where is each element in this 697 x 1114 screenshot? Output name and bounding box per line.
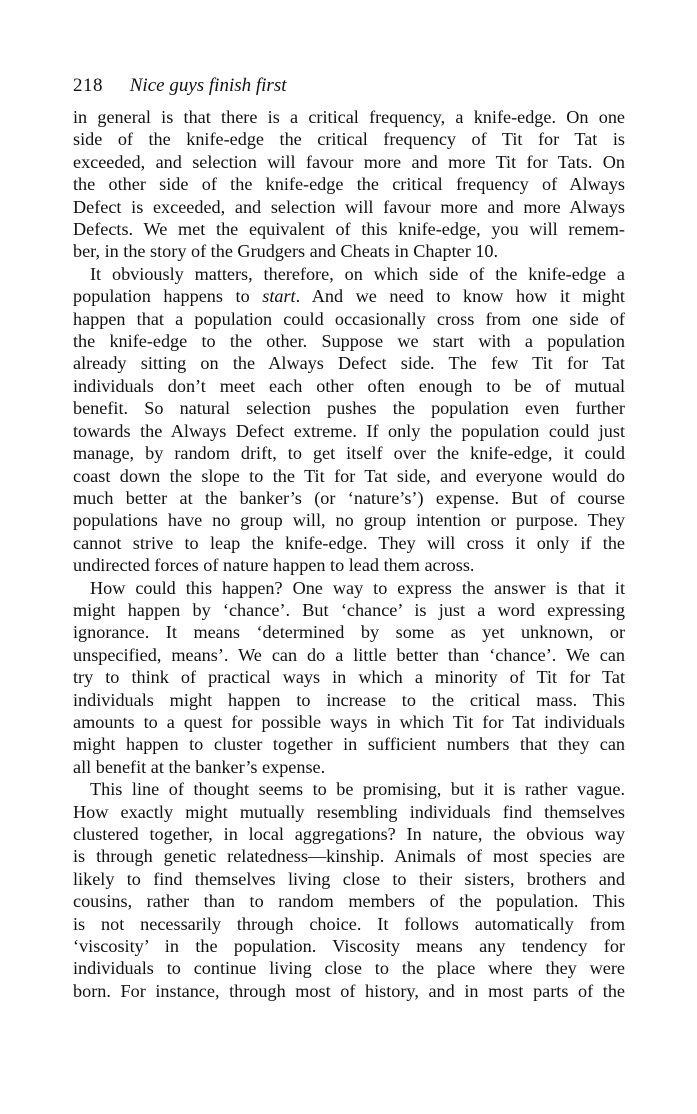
text-line: individuals to continue living close to the place where they were <box>73 958 625 979</box>
text-line: the other side of the knife-edge the critical frequency of Always <box>73 174 625 195</box>
text-line: side of the knife-edge the critical frequency of Tit for Tat is <box>73 129 625 150</box>
text-line: cousins, rather than to random members of the population. This <box>73 891 625 912</box>
text-line: is not necessarily through choice. It follows automatically from <box>73 913 625 934</box>
text-line: amounts to a quest for possible ways in which Tit for Tat individuals <box>73 711 625 732</box>
text-line: How could this happen? One way to express the answer is that it <box>90 577 625 598</box>
text-line: It obviously matters, therefore, on which side of the knife-edge a <box>90 263 625 284</box>
text-line: populations have no group will, no group intention or purpose. They <box>73 510 625 531</box>
text-line: Defect is exceeded, and selection will favour more and more Always <box>73 196 625 217</box>
text-line: all benefit at the banker’s expense. <box>73 756 326 777</box>
text-segment: population happens to <box>73 286 263 307</box>
text-line: try to think of practical ways in which a minority of Tit for Tat <box>73 667 625 688</box>
text-line: towards the Always Defect extreme. If only the population could just <box>73 420 625 441</box>
text-line: happen that a population could occasionally cross from one side of <box>73 308 625 329</box>
text-line-with-emphasis <box>73 285 625 307</box>
running-head <box>73 66 625 106</box>
text-line: is through genetic relatedness—kinship. Animals of most species are <box>73 846 625 867</box>
page-number: 218 <box>73 75 103 96</box>
text-line: might happen to cluster together in sufficient numbers that they can <box>73 734 625 755</box>
paragraph-3 <box>73 577 625 779</box>
text-line: clustered together, in local aggregations? In nature, the obvious way <box>73 824 625 844</box>
text-line: individuals don’t meet each other often enough to be of mutual <box>73 375 625 396</box>
text-segment: . And we need to know how it might <box>295 286 625 307</box>
running-title: Nice guys finish first <box>129 75 287 96</box>
text-line: This line of thought seems to be promising, but it is rather vague. <box>90 779 625 800</box>
text-line: the knife-edge to the other. Suppose we start with a population <box>73 331 625 352</box>
paragraph-1 <box>73 106 625 263</box>
text-line: coast down the slope to the Tit for Tat side, and everyone would do <box>73 465 625 486</box>
text-line: much better at the banker’s (or ‘nature’s’) expense. But of course <box>73 487 625 508</box>
text-line: ‘viscosity’ in the population. Viscosity means any tendency for <box>73 936 625 957</box>
text-line: manage, by random drift, to get itself over the knife-edge, it could <box>73 443 625 464</box>
text-line: individuals might happen to increase to the critical mass. This <box>73 689 625 710</box>
book-page <box>73 66 625 1002</box>
text-line: How exactly might mutually resembling individuals find themselves <box>73 801 625 822</box>
emphasis-word: start <box>262 286 296 307</box>
text-line: already sitting on the Always Defect side. The few Tit for Tat <box>73 353 625 374</box>
text-line: exceeded, and selection will favour more and more Tit for Tats. On <box>73 151 625 172</box>
body-text <box>73 106 625 1002</box>
paragraph-2 <box>73 263 625 577</box>
text-line: might happen by ‘chance’. But ‘chance’ is just a word expressing <box>73 599 625 620</box>
text-line: Defects. We met the equivalent of this knife-edge, you will remem- <box>73 219 625 240</box>
paragraph-4 <box>73 778 625 1002</box>
text-line: ber, in the story of the Grudgers and Cheats in Chapter 10. <box>73 241 499 262</box>
text-line: ignorance. It means ‘determined by some as yet unknown, or <box>73 622 625 643</box>
text-line: in general is that there is a critical frequency, a knife-edge. On one <box>73 107 625 127</box>
text-line: cannot strive to leap the knife-edge. They will cross it only if the <box>73 532 625 553</box>
text-line: unspecified, means’. We can do a little better than ‘chance’. We can <box>73 644 625 665</box>
text-line: undirected forces of nature happen to lead them across. <box>73 555 475 576</box>
text-line: benefit. So natural selection pushes the population even further <box>73 398 625 419</box>
text-line: likely to find themselves living close to their sisters, brothers and <box>73 868 625 889</box>
text-line: born. For instance, through most of history, and in most parts of the <box>73 980 625 1001</box>
